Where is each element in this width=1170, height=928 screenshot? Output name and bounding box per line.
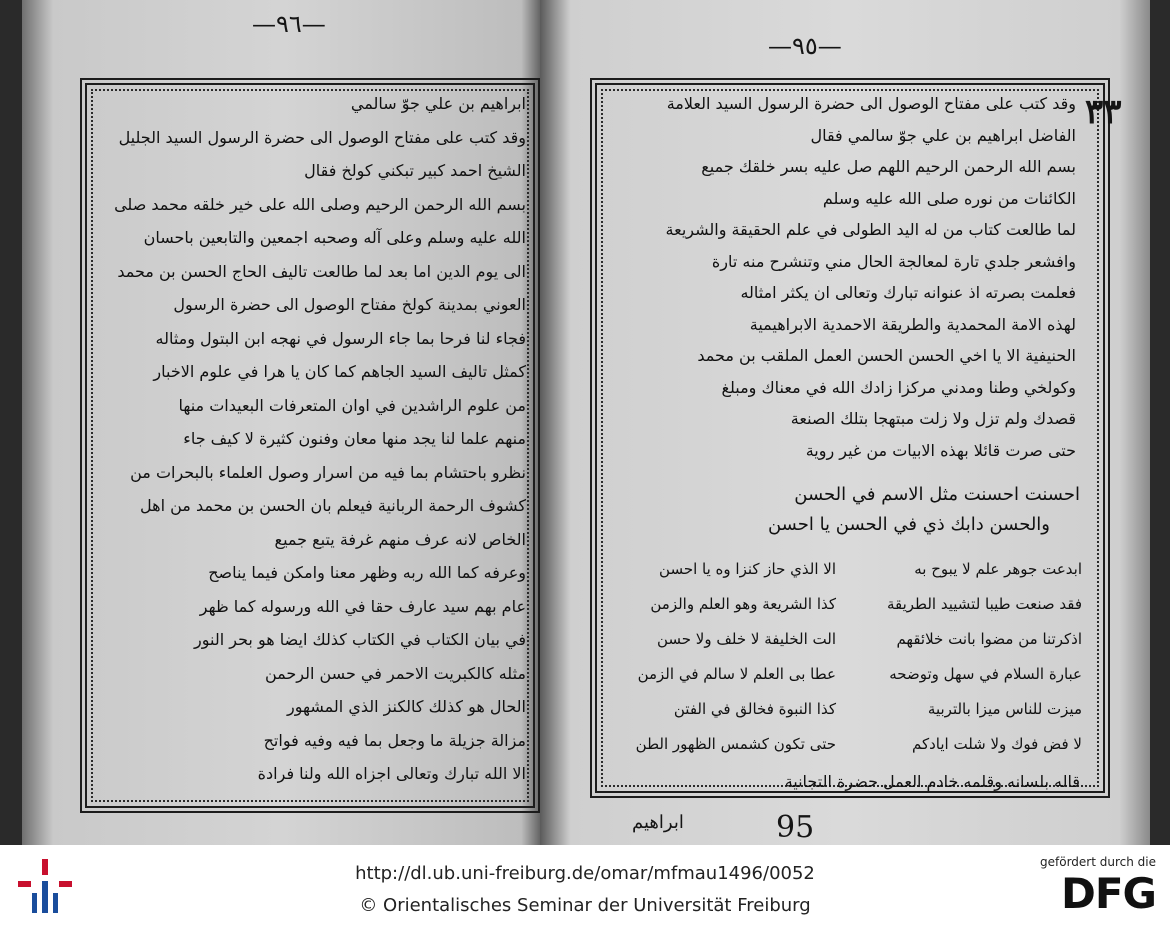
verse-first-hemistich: ميزت للناس ميزا بالتربية xyxy=(927,700,1082,718)
verse-second-hemistich: كذا الشريعة وهو العلم والزمن xyxy=(650,595,836,613)
left-page-line: الحال هو كذلك كالكنز الذي المشهور xyxy=(287,697,526,716)
right-page-line: فعلمت بصرته اذ عنوانه تبارك وتعالى ان يكثر امثاله xyxy=(740,283,1076,302)
verse-first-hemistich: ابدعت جوهر علم لا يبوح به xyxy=(914,560,1082,578)
left-page-line: الخاص لانه عرف منهم غرفة يتبع جميع xyxy=(274,529,526,549)
verse-first-hemistich: فقد صنعت طيبا لتشييد الطريقة xyxy=(886,595,1082,613)
poem-intro-line-2: والحسن دابك ذي في الحسن يا احسن xyxy=(767,514,1050,535)
verse-first-hemistich: لا فض فوك ولا شلت ايادكم xyxy=(911,735,1082,753)
corner-number: ٣٣ xyxy=(1085,92,1122,132)
left-page-line: الله عليه وسلم وعلى آله وصحبه اجمعين والتابعين باحسان xyxy=(143,228,526,247)
right-page-line: وكولخي وطنا ومدني مركزا زادك الله في معناك ومبلغ xyxy=(721,377,1076,397)
name-stamp: ابراهيم xyxy=(632,812,684,833)
left-page-line: فجاء لنا فرحا بما جاء الرسول في نهجه ابن البتول ومثاله xyxy=(155,328,526,348)
left-page-line: بسم الله الرحمن الرحيم وصلى الله على خير خلقه محمد صلى xyxy=(114,194,526,214)
left-page-line: منهم علما لنا يجد منها معان وفنون كثيرة لا كيف جاء xyxy=(183,429,526,448)
left-page-line: ابراهيم بن علي جوّ سالمي xyxy=(350,94,526,113)
verse-first-hemistich: اذكرتنا من مضوا بانت خلائقهم xyxy=(896,630,1082,648)
copyright-notice: © Orientalisches Seminar der Universität Freiburg xyxy=(359,895,811,916)
left-page-line: مثله كالكبريت الاحمر في حسن الرحمن xyxy=(264,663,526,683)
poem-intro-line-1: احسنت احسنت مثل الاسم في الحسن xyxy=(794,484,1080,505)
left-page xyxy=(22,0,542,845)
left-page-line: وعرفه كما الله ربه وظهر معنا وامكن فيما يناصح xyxy=(208,563,526,582)
right-page-line: الحنيفية الا يا اخي الحسن الحسن العمل الملقب بن محمد xyxy=(697,346,1076,365)
left-page-line: الشيخ احمد كبير تبكني كولخ فقال xyxy=(304,161,526,180)
left-page-line: مزالة جزيلة ما وجعل بما فيه وفيه فواتح xyxy=(263,730,526,750)
right-page-line: الكائنات من نوره صلى الله عليه وسلم xyxy=(822,188,1076,208)
right-page-line: بسم الله الرحمن الرحيم اللهم صل عليه بسر خلقك جميع xyxy=(701,157,1076,176)
left-page-line: في بيان الكتاب في الكتاب كذلك ايضا هو بحر النور xyxy=(194,630,526,649)
left-page-line: كشوف الرحمة الربانية فيعلم بان الحسن بن محمد من اهل xyxy=(140,496,526,515)
right-page-line: وافشعر جلدي تارة لمعالجة الحال مني وتنشرح منه تارة xyxy=(711,251,1076,271)
left-page-line: العوني بمدينة كولخ مفتاح الوصول الى حضرة الرسول xyxy=(173,295,526,314)
left-page-line: الا الله تبارك وتعالى اجزاه الله ولنا فرادة xyxy=(257,764,526,783)
closing-line: قاله بلسانه وقلمه خادم العمل حضرة التجانية xyxy=(784,772,1080,791)
left-page-line: كمثل تاليف السيد الجاهم كما كان يا هرا في علوم الاخبار xyxy=(153,362,526,381)
footer-bar xyxy=(0,845,1170,928)
verse-first-hemistich: عبارة السلام في سهل وتوضحه xyxy=(889,665,1082,683)
verse-second-hemistich: حتى تكون كشمس الظهور الطن xyxy=(635,735,836,753)
left-folio-number: —٩٦— xyxy=(252,10,326,38)
right-page-line: لهذه الامة المحمدية والطريقة الاحمدية الابراهيمية xyxy=(749,314,1076,334)
right-page-line: وقد كتب على مفتاح الوصول الى حضرة الرسول السيد العلامة xyxy=(666,94,1076,113)
left-page-line: نظرو باحتشام بما فيه من اسرار وصول العلماء بالبحرات من xyxy=(130,462,526,482)
left-page-line: من علوم الراشدين في اوان المتعرفات البعيدات منها xyxy=(178,395,526,415)
right-page-line: حتى صرت قائلا بهذه الابيات من غير روية xyxy=(805,440,1076,460)
right-page-line: لما طالعت كتاب من له اليد الطولى في علم الحقيقة والشريعة xyxy=(665,220,1076,239)
verse-second-hemistich: الت الخليفة لا خلف ولا حسن xyxy=(656,630,836,648)
source-url: http://dl.ub.uni-freiburg.de/omar/mfmau1496/0052 xyxy=(355,863,815,884)
dfg-logo: DFG xyxy=(1060,869,1156,918)
verse-second-hemistich: عطا بى العلم لا سالم في الزمن xyxy=(637,665,836,683)
right-page xyxy=(540,0,1150,845)
left-page-line: عام بهم سيد عارف حقا في الله ورسوله كما ظهر xyxy=(199,596,526,616)
verse-second-hemistich: الا الذي حاز كنزا وه يا احسن xyxy=(659,560,836,578)
pencil-page-number: 95 xyxy=(776,810,815,845)
left-page-line: وقد كتب على مفتاح الوصول الى حضرة الرسول السيد الجليل xyxy=(118,127,526,147)
right-page-border xyxy=(590,78,1110,798)
right-page-line: الفاضل ابراهيم بن علي جوّ سالمي فقال xyxy=(810,125,1076,145)
right-folio-number: —٩٥— xyxy=(768,32,842,60)
verse-second-hemistich: كذا النبوة فخالق في الفتن xyxy=(673,700,836,718)
left-page-line: الى يوم الدين اما بعد لما طالعت تاليف الحاج الحسن بن محمد xyxy=(117,261,526,281)
dfg-caption: gefördert durch die xyxy=(1040,855,1156,869)
right-page-line: قصدك ولم تزل ولا زلت مبتهجا بتلك الصنعة xyxy=(790,409,1076,428)
